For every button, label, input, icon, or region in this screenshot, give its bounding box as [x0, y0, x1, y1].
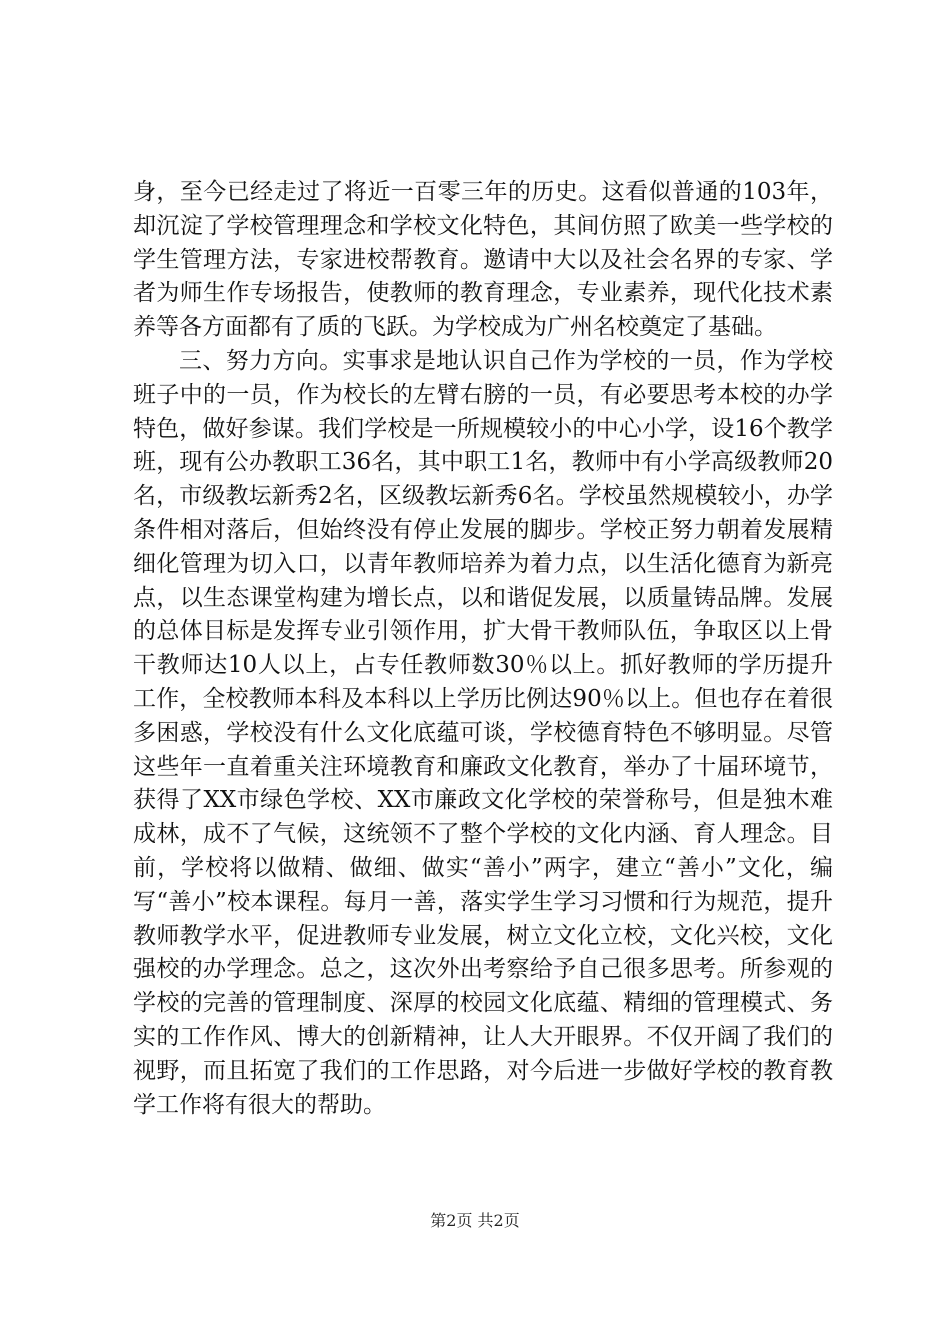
paragraph-history: 身，至今已经走过了将近一百零三年的历史。这看似普通的103年，却沉淀了学校管理理念和学校文化特色，其间仿照了欧美一些学校的学生管理方法，专家进校帮教育。邀请中大以及社会名界的专家、学者为师生作专场报告，使教师的教育理念，专业素养，现代化技术素养等各方面都有了质的飞跃。为学校成为广州名校奠定了基础。: [133, 179, 833, 341]
document-body: [133, 176, 833, 1122]
page-footer: 第2页 共2页: [430, 1211, 520, 1230]
paragraph-direction: 三、努力方向。实事求是地认识自己作为学校的一员，作为学校班子中的一员，作为校长的左臂右膀的一员，有必要思考本校的办学特色，做好参谋。我们学校是一所规模较小的中心小学，设16个教学班，现有公办教职工36名，其中职工1名，教师中有小学高级教师20名，市级教坛新秀2名，区级教坛新秀6名。学校虽然规模较小，办学条件相对落后，但始终没有停止发展的脚步。学校正努力朝着发展精细化管理为切入口，以青年教师培养为着力点，以生活化德育为新亮点，以生态课堂构建为增长点，以和谐促发展，以质量铸品牌。发展的总体目标是发挥专业引领作用，扩大骨干教师队伍，争取区以上骨干教师达10人以上，占专任教师数30％以上。抓好教师的学历提升工作，全校教师本科及本科以上学历比例达90％以上。但也存在着很多困惑，学校没有什么文化底蕴可谈，学校德育特色不够明显。尽管这些年一直着重关注环境教育和廉政文化教育，举办了十届环境节，获得了XX市绿色学校、XX市廉政文化学校的荣誉称号，但是独木难成林，成不了气候，这统领不了整个学校的文化内涵、育人理念。目前，学校将以做精、做细、做实“善小”两字，建立“善小”文化，编写“善小”校本课程。每月一善，落实学生学习习惯和行为规范，提升教师教学水平，促进教师专业发展，树立文化立校，文化兴校，文化强校的办学理念。总之，这次外出考察给予自己很多思考。所参观的学校的完善的管理制度、深厚的校园文化底蕴、精细的管理模式、务实的工作作风、博大的创新精神，让人大开眼界。不仅开阔了我们的视野，而且拓宽了我们的工作思路，对今后进一步做好学校的教育教学工作将有很大的帮助。: [133, 347, 833, 1118]
